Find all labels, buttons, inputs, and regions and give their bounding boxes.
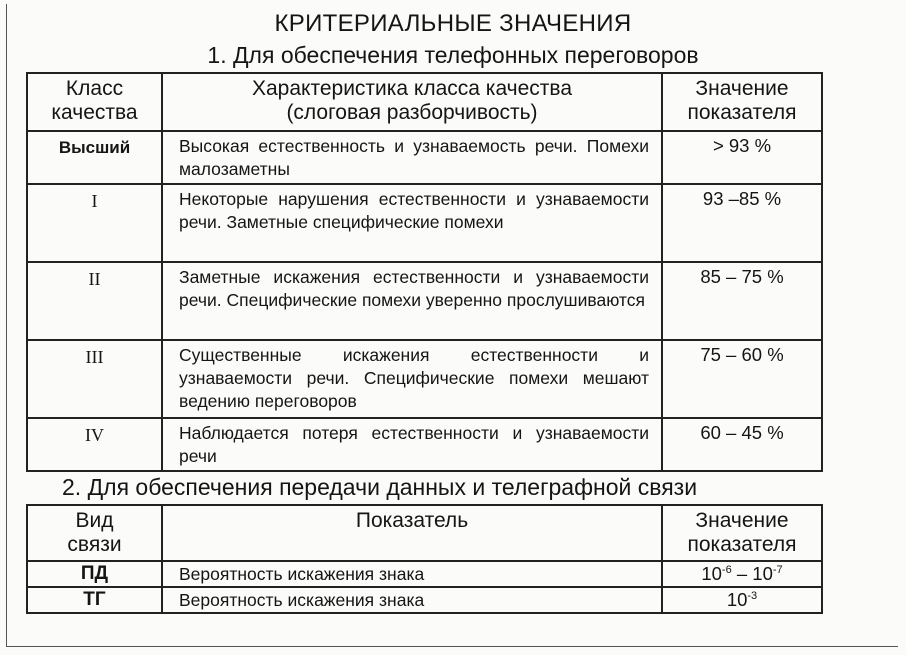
indicator-cell: Вероятность искажения знака (162, 561, 662, 587)
data-transmission-criteria-table (26, 504, 823, 614)
table-row (27, 418, 822, 471)
value-cell: 60 – 45 % (662, 418, 822, 471)
value-cell: 75 – 60 % (662, 340, 822, 418)
class-cell: I (27, 184, 162, 262)
class-header-line1: Класс (65, 77, 124, 100)
characteristic-header-line1: Характеристика класса качества (251, 77, 573, 100)
table-row (27, 340, 822, 418)
characteristic-header-line2: (слоговая разборчивость) (286, 101, 538, 124)
description-cell: Некоторые нарушения естественности и узнаваемости речи. Заметные специфические помехи (162, 184, 662, 262)
table-row (27, 262, 822, 340)
section2-heading: 2. Для обеспечения передачи данных и телеграфной связи (62, 474, 698, 500)
description-cell: Наблюдается потеря естественности и узнаваемости речи (162, 418, 662, 471)
description-cell: Высокая естественность и узнаваемость речи. Помехи малозаметны (162, 131, 662, 184)
value-header-line2: показателя (687, 101, 797, 124)
value-exponent: -7 (772, 564, 783, 576)
value-cell: 93 –85 % (662, 184, 822, 262)
telephone-criteria-table (26, 72, 823, 472)
page-title: КРИТЕРИАЛЬНЫЕ ЗНАЧЕНИЯ (274, 10, 632, 37)
value-header (662, 505, 822, 561)
characteristic-header (162, 73, 662, 131)
class-cell: IV (27, 418, 162, 471)
value-header (662, 73, 822, 131)
value-cell (662, 561, 822, 587)
description-cell: Существенные искажения естественности и узнаваемости речи. Специфические помехи мешают ведению переговоров (162, 340, 662, 418)
class-cell: Высший (27, 131, 162, 184)
value-base: 10 (726, 589, 748, 610)
value-exponent: -3 (747, 590, 758, 602)
type-header (27, 505, 162, 561)
class-header-line2: качества (51, 101, 138, 124)
table-row (27, 184, 822, 262)
value-base: 10 (752, 563, 773, 584)
type-cell: ПД (27, 561, 162, 587)
description-cell: Заметные искажения естественности и узнаваемости речи. Специфические помехи уверенно прослушиваются (162, 262, 662, 340)
value-header-line2: показателя (687, 533, 797, 556)
indicator-header: Показатель (162, 505, 662, 561)
value-exponent: -6 (721, 564, 732, 576)
class-cell: III (27, 340, 162, 418)
table-header-row (27, 73, 822, 131)
value-base: 10 (701, 563, 722, 584)
section1-heading: 1. Для обеспечения телефонных переговоров (207, 42, 699, 68)
table-row (27, 131, 822, 184)
type-header-line2: связи (67, 533, 122, 556)
class-header (27, 73, 162, 131)
type-cell: ТГ (27, 587, 162, 613)
table-header-row (27, 505, 822, 561)
table-row (27, 587, 822, 613)
indicator-cell: Вероятность искажения знака (162, 587, 662, 613)
value-cell: > 93 % (662, 131, 822, 184)
value-cell (662, 587, 822, 613)
value-header-line1: Значение (695, 77, 789, 100)
value-cell: 85 – 75 % (662, 262, 822, 340)
table-row (27, 561, 822, 587)
class-cell: II (27, 262, 162, 340)
value-dash: – (731, 563, 753, 584)
value-header-line1: Значение (695, 509, 789, 532)
type-header-line1: Вид (75, 509, 114, 532)
